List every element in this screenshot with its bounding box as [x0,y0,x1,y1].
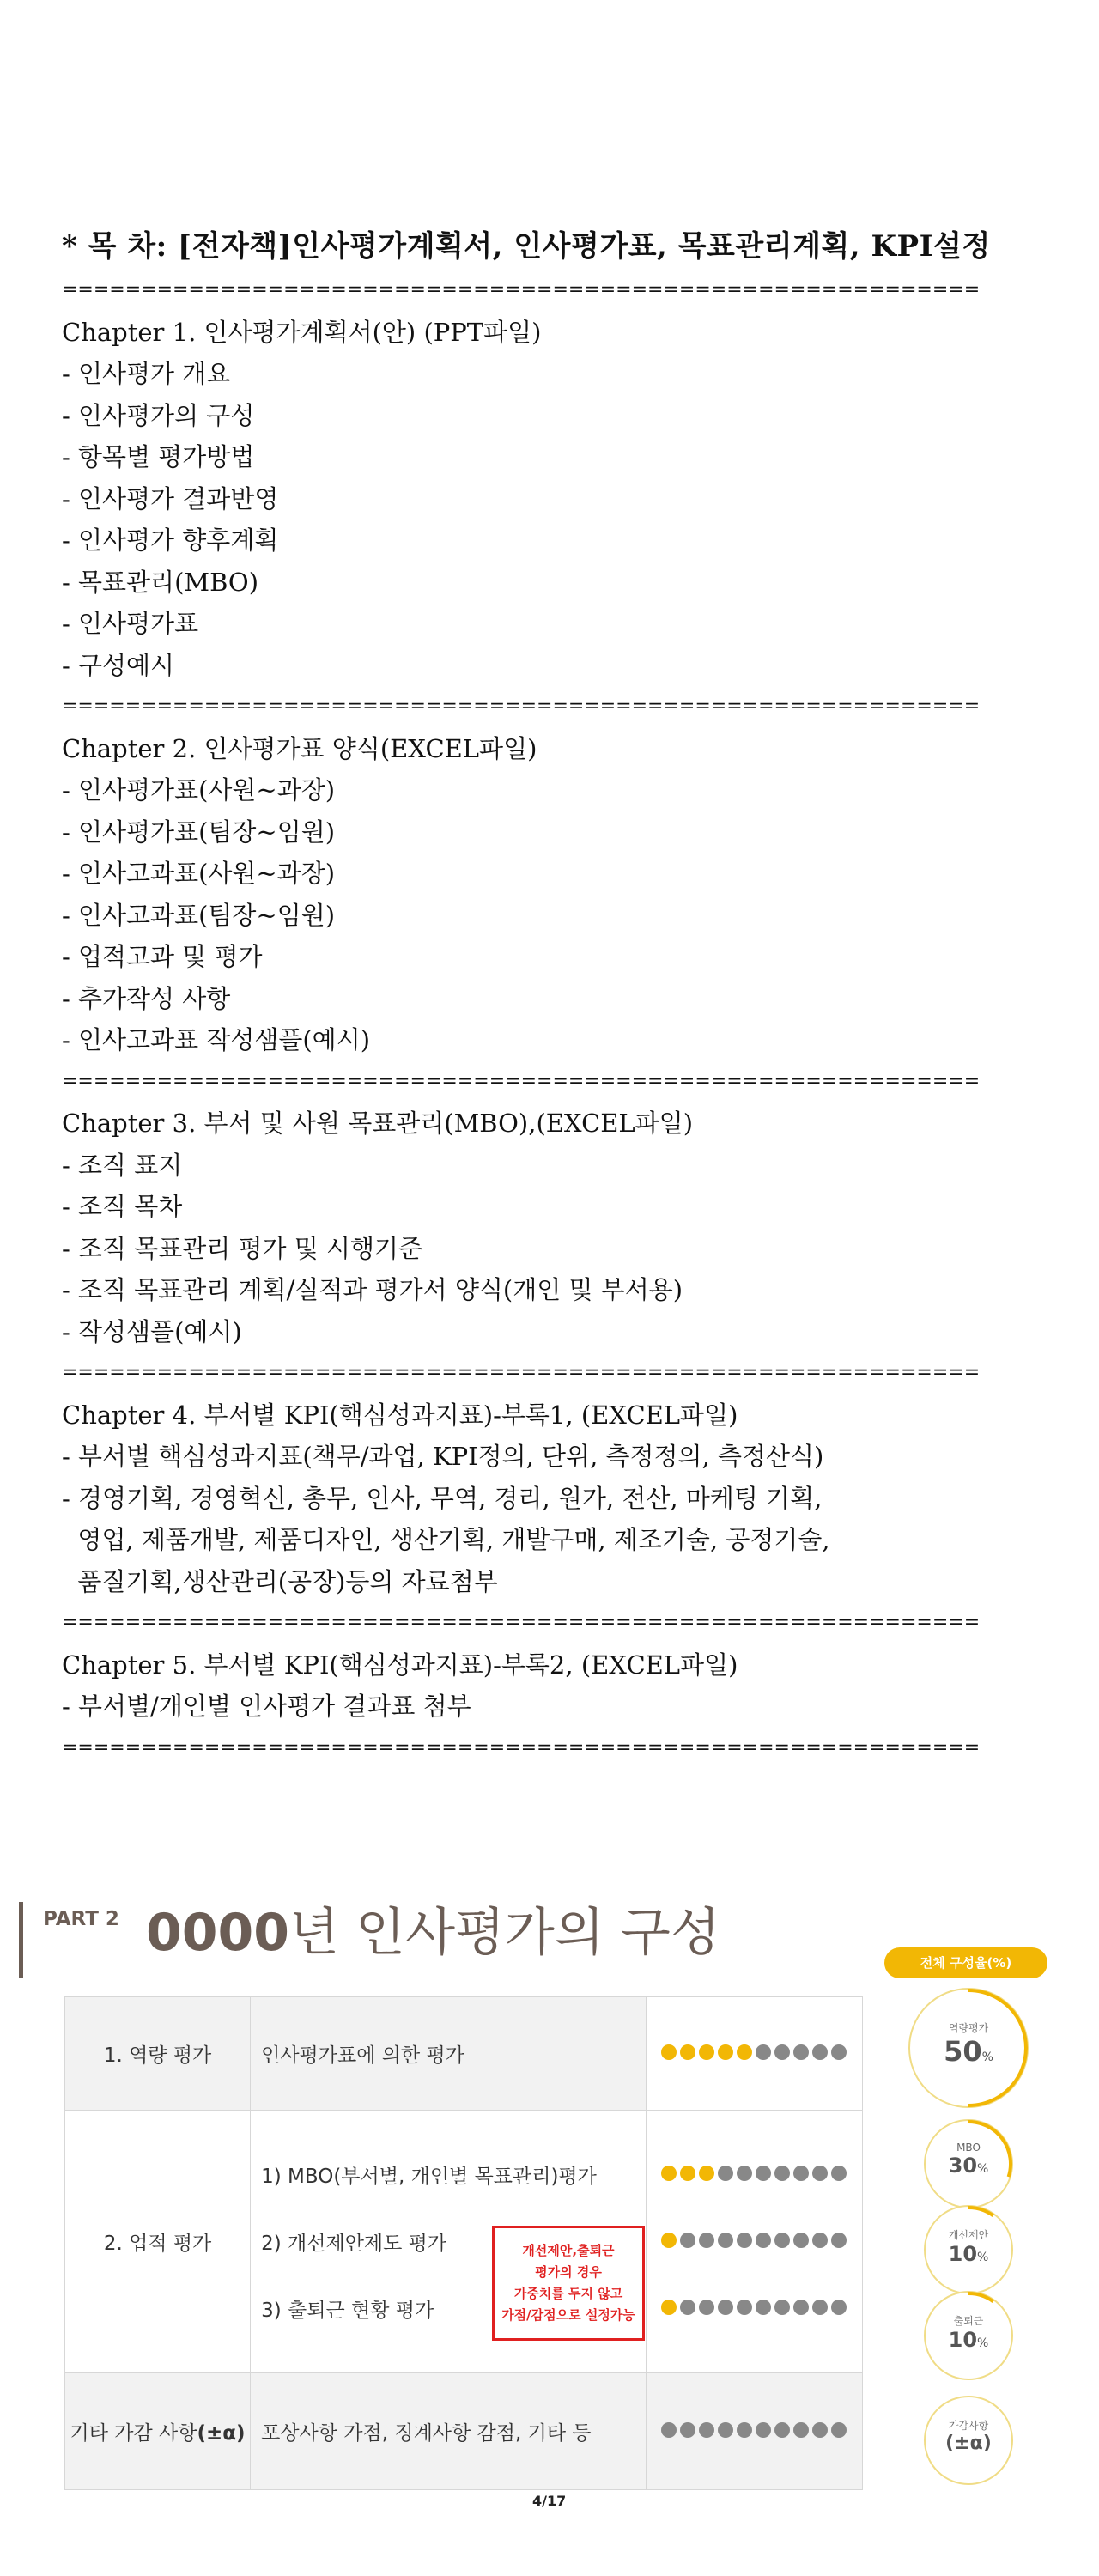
slide-title [146,1892,720,1965]
chapter3-item: - 조직 목차 [62,1192,183,1221]
weight-dot-filled [680,2044,695,2060]
chapter1-item: - 인사평가 향후계획 [62,526,279,555]
composition-value: 50% [944,2035,993,2068]
chapter4-item: 품질기획,생산관리(공장)등의 자료첨부 [62,1566,498,1596]
weight-dot-empty [831,2166,847,2181]
category-alpha: (±α) [197,2422,246,2445]
weight-dot-empty [699,2300,714,2315]
weight-dot-filled [699,2044,714,2060]
chapter1-item: - 목표관리(MBO) [62,567,259,597]
composition-value: 10% [948,2242,989,2266]
sub-item: 2) 개선제안제도 평가 [261,2233,447,2255]
chapter4-item: 영업, 제품개발, 제품디자인, 생산기획, 개발구매, 제조기술, 공정기술, [62,1525,830,1554]
weight-dot-filled [661,2233,677,2248]
composition-arc [908,1988,1029,2108]
weight-dot-empty [718,2422,733,2438]
toc-separator: ========================================================== [62,1070,981,1092]
chapter1-item: - 인사평가표 [62,609,199,638]
weight-dot-empty [737,2300,752,2315]
chapter3-heading: Chapter 3. 부서 및 사원 목표관리(MBO),(EXCEL파일) [62,1109,694,1138]
chapter3-item: - 조직 표지 [62,1150,183,1180]
weight-dot-filled [699,2166,714,2181]
note-line: 평가의 경우 [535,2264,602,2280]
weight-dot-empty [774,2166,790,2181]
toc-separator: ========================================================== [62,696,981,717]
weight-dot-filled [661,2166,677,2181]
weight-dot-empty [737,2166,752,2181]
composition-label: MBO [956,2142,981,2154]
weight-dot-empty [699,2422,714,2438]
composition-circle [924,2396,1013,2485]
weight-dot-empty [680,2300,695,2315]
weight-dot-empty [812,2422,828,2438]
composition-value: 30% [948,2154,989,2178]
toc-separator: ========================================================== [62,1362,981,1383]
chapter3-item: - 작성샘플(예시) [62,1316,242,1346]
part-accent-bar [19,1902,23,1978]
category-cell [65,2373,251,2490]
weight-dots [659,2231,848,2253]
weight-dot-empty [793,2300,809,2315]
weight-dot-empty [756,2300,771,2315]
chapter2-item: - 추가작성 사항 [62,983,231,1013]
weight-dot-filled [737,2044,752,2060]
composition-label: 역량평가 [948,2022,989,2034]
chapter1-heading: Chapter 1. 인사평가계획서(안) (PPT파일) [62,317,542,347]
weight-dot-empty [774,2044,790,2060]
composition-arc [924,2396,1013,2485]
weight-dot-empty [774,2422,790,2438]
toc-title: * 목 차: [전자책]인사평가계획서, 인사평가표, 목표관리계획, KPI설정 [62,229,991,264]
category-cell: 2. 업적 평가 [65,2111,251,2373]
weight-dot-empty [812,2044,828,2060]
toc-separator: ========================================================== [62,1612,981,1633]
weight-dot-empty [793,2044,809,2060]
chapter4-item: - 경영기획, 경영혁신, 총무, 인사, 무역, 경리, 원가, 전산, 마케팅 기획, [62,1483,823,1513]
evaluation-table [64,1996,863,2490]
chapter2-item: - 인사평가표(사원~과장) [62,775,336,805]
weight-dot-empty [831,2233,847,2248]
weight-dot-empty [774,2300,790,2315]
weight-dot-empty [680,2422,695,2438]
weight-dot-empty [793,2233,809,2248]
weight-dot-empty [737,2422,752,2438]
chapter1-item: - 인사평가 결과반영 [62,483,279,513]
chapter2-item: - 업적고과 및 평가 [62,942,263,971]
category-text: 기타 가감 사항 [70,2422,197,2445]
weight-dot-empty [737,2233,752,2248]
weight-dot-empty [831,2300,847,2315]
weight-dots [659,2298,848,2320]
weight-dot-empty [831,2422,847,2438]
chapter5-heading: Chapter 5. 부서별 KPI(핵심성과지표)-부록2, (EXCEL파일) [62,1649,738,1680]
note-box [492,2226,645,2341]
chapter4-item: - 부서별 핵심성과지표(책무/과업, KPI정의, 단위, 측정정의, 측정산식) [62,1442,824,1471]
weight-dots-cell [646,1997,862,2111]
chapter1-item: - 인사평가 개요 [62,359,231,388]
toc-separator: ========================================================== [62,1736,981,1759]
composition-circle [908,1988,1029,2108]
weight-dot-empty [756,2233,771,2248]
chapter2-heading: Chapter 2. 인사평가표 양식(EXCEL파일) [62,733,537,763]
chapter4-heading: Chapter 4. 부서별 KPI(핵심성과지표)-부록1, (EXCEL파일) [62,1400,738,1430]
weight-dots-cell [646,2111,862,2373]
weight-dot-filled [718,2044,733,2060]
table-row [65,2373,863,2490]
composition-label: 출퇴근 [953,2315,984,2327]
chapter5-item: - 부서별/개인별 인사평가 결과표 첨부 [62,1692,471,1721]
composition-circle [924,2291,1013,2380]
weight-dot-empty [831,2044,847,2060]
description-cell: 포상사항 가점, 징계사항 감점, 기타 등 [251,2373,647,2490]
note-line: 개선제안,출퇴근 [522,2243,615,2258]
weight-dot-empty [756,2044,771,2060]
weight-dot-empty [756,2166,771,2181]
weight-dot-filled [661,2300,677,2315]
weight-dot-empty [793,2422,809,2438]
composition-arc [924,2291,1013,2380]
table-row [65,1997,863,2111]
chapter3-item: - 조직 목표관리 계획/실적과 평가서 양식(개인 및 부서용) [62,1275,683,1304]
evaluation-slide [0,1889,1099,2542]
title-text: 년 인사평가의 구성 [289,1903,720,1963]
note-line: 가점/감점으로 설정가능 [501,2307,635,2323]
chapter3-item: - 조직 목표관리 평가 및 시행기준 [62,1233,423,1263]
weight-dot-empty [756,2422,771,2438]
weight-dot-empty [793,2166,809,2181]
composition-arc [924,2205,1013,2294]
note-line: 가중치를 두지 않고 [513,2286,623,2301]
chapter2-item: - 인사평가표(팀장~임원) [62,817,336,847]
weight-dot-empty [680,2233,695,2248]
weight-dot-empty [774,2233,790,2248]
composition-value: 10% [948,2328,989,2352]
composition-header: 전체 구성율(%) [884,1947,1047,1978]
description-cell: 인사평가표에 의한 평가 [251,1997,647,2111]
weight-dot-empty [812,2300,828,2315]
chapter1-item: - 항목별 평가방법 [62,442,255,471]
composition-circle [924,2119,1013,2208]
weight-dot-empty [661,2422,677,2438]
toc-separator: ========================================================== [62,279,981,301]
weight-dot-empty [718,2166,733,2181]
title-year: 0000 [146,1903,289,1963]
chapter1-item: - 구성예시 [62,650,175,680]
weight-dots-cell [646,2373,862,2490]
chapter2-item: - 인사고과표(팀장~임원) [62,900,336,930]
weight-dots [659,2421,848,2443]
weight-dot-empty [718,2233,733,2248]
page-number: 4/17 [532,2493,567,2509]
composition-arc [924,2119,1013,2208]
table-of-contents [62,225,1075,1769]
weight-dot-empty [699,2233,714,2248]
weight-dots [659,2043,848,2065]
chapter2-item: - 인사고과표 작성샘플(예시) [62,1025,371,1054]
weight-dot-filled [661,2044,677,2060]
weight-dot-empty [812,2233,828,2248]
composition-value: (±α) [945,2433,992,2454]
weight-dot-empty [718,2300,733,2315]
sub-item: 3) 출퇴근 현황 평가 [261,2300,434,2322]
weight-dots [659,2164,848,2186]
composition-circle [924,2205,1013,2294]
chapter2-item: - 인사고과표(사원~과장) [62,859,336,888]
chapter1-item: - 인사평가의 구성 [62,400,255,430]
sub-item: 1) MBO(부서별, 개인별 목표관리)평가 [261,2166,597,2188]
weight-dot-empty [812,2166,828,2181]
part-label: PART 2 [43,1908,119,1930]
category-cell: 1. 역량 평가 [65,1997,251,2111]
composition-label: 개선제안 [948,2229,989,2241]
weight-dot-filled [680,2166,695,2181]
table-row [65,2111,863,2373]
composition-label: 가감사항 [948,2420,989,2432]
